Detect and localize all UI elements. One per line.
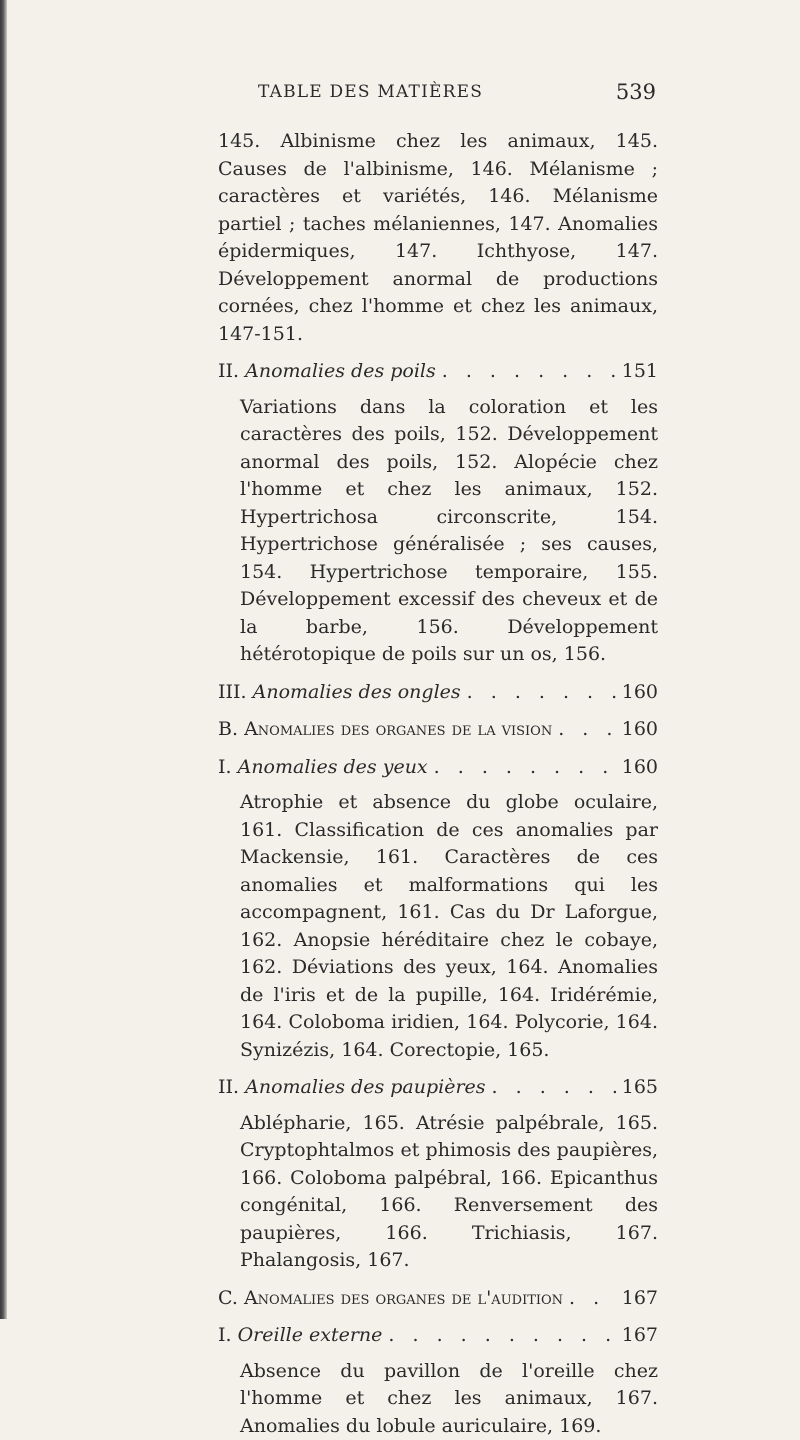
entry-detail: Ablépharie, 165. Atrésie palpébrale, 165. Cryptophtalmos et phimosis des paupières, 166. Coloboma palpébral, 166. Epicanthus congénital, 166. Renversement des paupières, 166. Trichiasis, 167. Phalangosis, 167.	[218, 1110, 658, 1275]
section-title: Anomalies des organes de la vision	[244, 718, 552, 740]
page-binding-edge	[0, 0, 7, 1319]
toc-section-vision	[218, 716, 658, 744]
entry-detail: Variations dans la coloration et les caractères des poils, 152. Développement anormal des poils, 152. Alopécie chez l'homme et chez les animaux, 152. Hypertrichosa circonscrite, 154. Hypertrichose généralisée ; ses causes, 154. Hypertrichose temporaire, 155. Développement excessif des cheveux et de la barbe, 156. Développement hétérotopique de poils sur un os, 156.	[218, 394, 658, 669]
entry-title: Anomalies des poils	[245, 360, 436, 382]
table-of-contents	[218, 128, 658, 1440]
toc-section-audition	[218, 1285, 658, 1313]
entry-detail: Absence du pavillon de l'oreille chez l'homme et chez les animaux, 167. Anomalies du lobule auriculaire, 169.	[218, 1358, 658, 1440]
section-title: Anomalies des organes de l'audition	[244, 1287, 563, 1309]
entry-title: Anomalies des ongles	[253, 681, 461, 703]
entry-page: 167	[622, 1322, 658, 1350]
dot-leader	[569, 1285, 616, 1313]
entry-label: I.	[218, 756, 232, 778]
dot-leader	[388, 1322, 615, 1350]
section-label: B.	[218, 718, 238, 740]
entry-label: II.	[218, 1076, 239, 1098]
entry-page: 165	[622, 1074, 658, 1102]
dot-leader	[467, 679, 616, 707]
page-number: 539	[616, 80, 656, 104]
page-header	[0, 82, 800, 108]
toc-entry-yeux	[218, 754, 658, 782]
toc-entry-poils	[218, 358, 658, 386]
entry-page: 160	[622, 754, 658, 782]
entry-label: III.	[218, 681, 247, 703]
dot-leader	[434, 754, 616, 782]
running-title: TABLE DES MATIÈRES	[258, 82, 483, 102]
entry-label: II.	[218, 360, 239, 382]
dot-leader	[442, 358, 616, 386]
entry-title: Anomalies des paupières	[245, 1076, 485, 1098]
entry-page: 160	[622, 679, 658, 707]
entry-title: Anomalies des yeux	[238, 756, 428, 778]
entry-detail: Atrophie et absence du globe oculaire, 161. Classification de ces anomalies par Mackensie, 161. Caractères de ces anomalies et malformations qui les accompagnent, 161. Cas du Dr Laforgue, 162. Anopsie héréditaire chez le cobaye, 162. Déviations des yeux, 164. Anomalies de l'iris et de la pupille, 164. Iridérémie, 164. Coloboma iridien, 164. Polycorie, 164. Synizézis, 164. Corectopie, 165.	[218, 789, 658, 1064]
toc-entry-ongles	[218, 679, 658, 707]
toc-entry-paupieres	[218, 1074, 658, 1102]
entry-title: Oreille externe	[238, 1324, 383, 1346]
intro-paragraph: 145. Albinisme chez les animaux, 145. Causes de l'albinisme, 146. Mélanisme ; caractères et variétés, 146. Mélanisme partiel ; taches mélaniennes, 147. Anomalies épidermiques, 147. Ichthyose, 147. Développement anormal de productions cornées, chez l'homme et chez les animaux, 147-151.	[218, 128, 658, 348]
dot-leader	[558, 716, 616, 744]
entry-page: 151	[622, 358, 658, 386]
entry-label: I.	[218, 1324, 232, 1346]
dot-leader	[492, 1074, 616, 1102]
entry-page: 167	[622, 1285, 658, 1313]
section-label: C.	[218, 1287, 238, 1309]
entry-page: 160	[622, 716, 658, 744]
toc-entry-oreille	[218, 1322, 658, 1350]
